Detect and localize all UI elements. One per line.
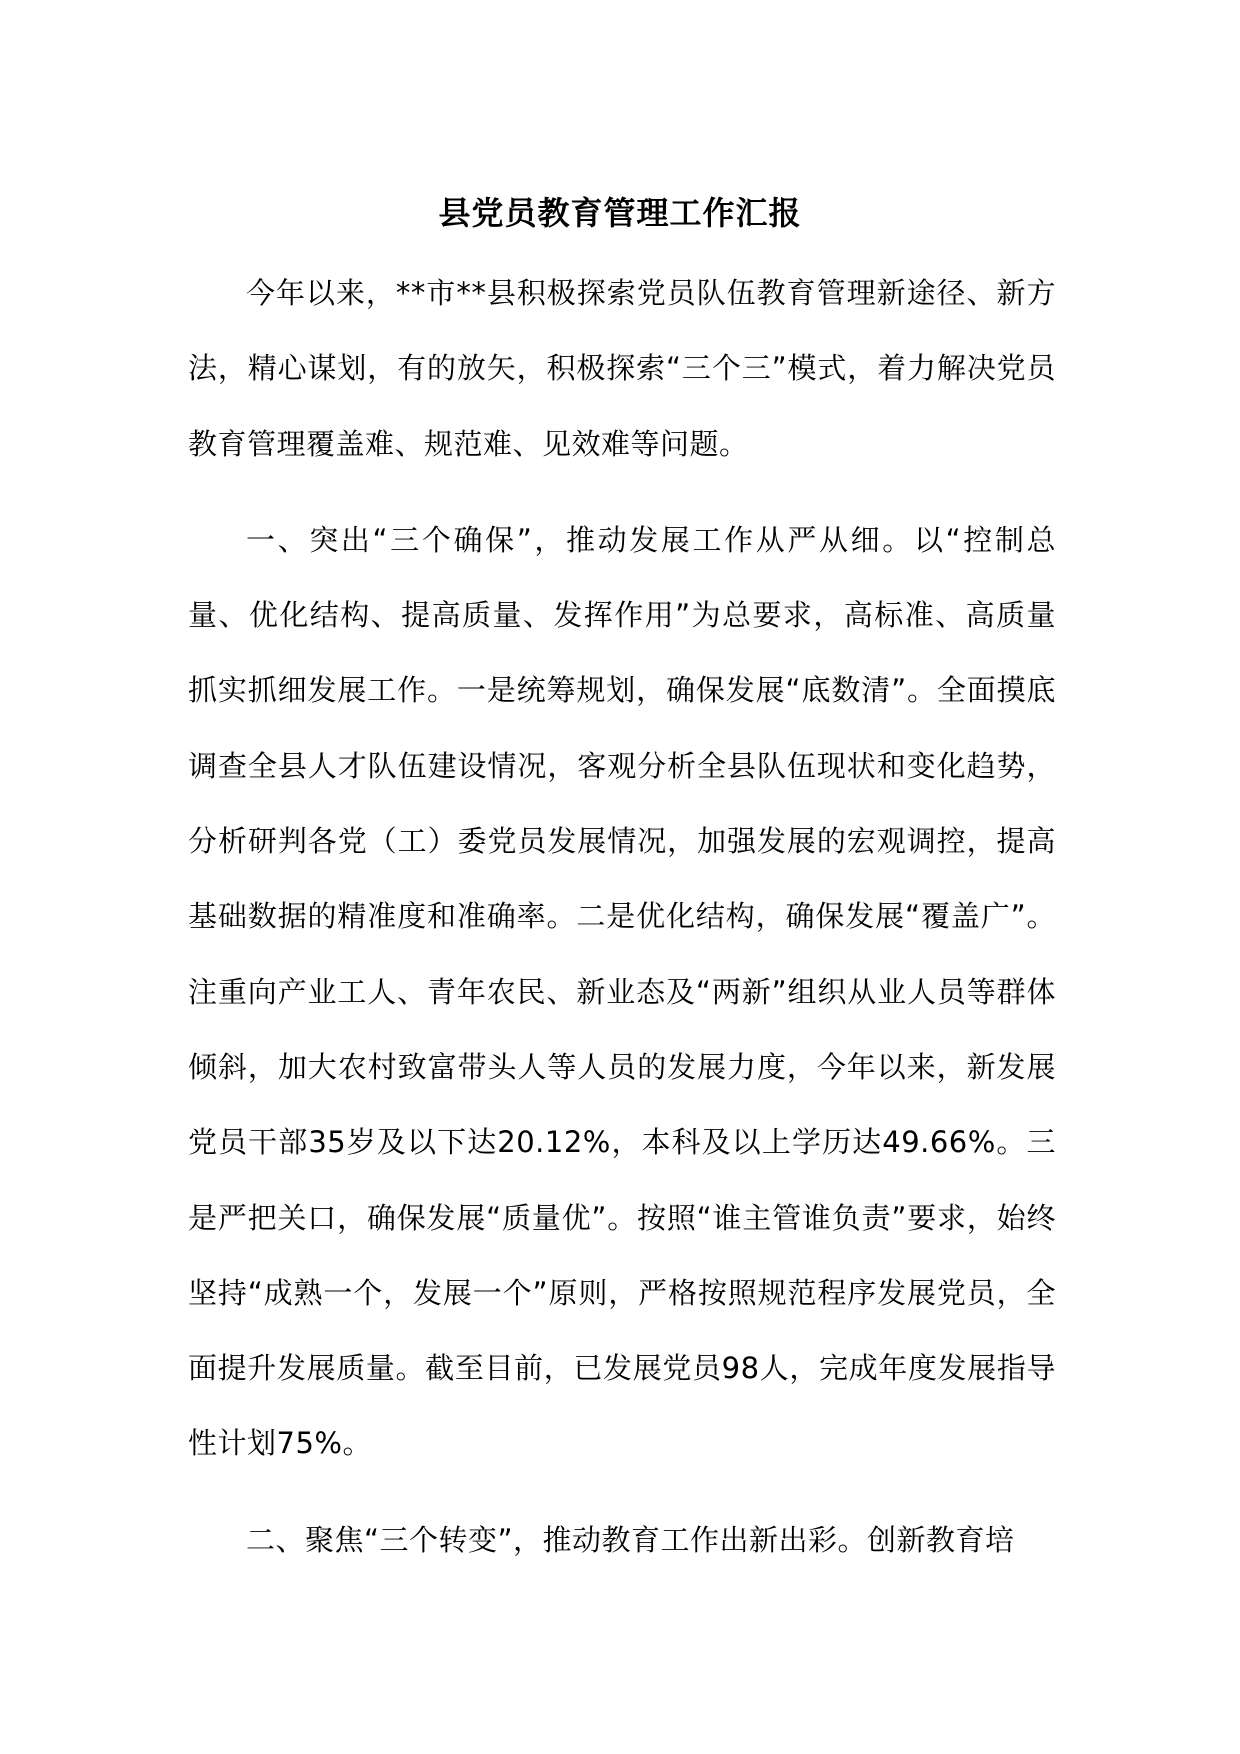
paragraph-intro: 今年以来，**市**县积极探索党员队伍教育管理新途径、新方法，精心谋划，有的放矢，积极探索“三个三”模式，着力解决党员教育管理覆盖难、规范难、见效难等问题。 (188, 276, 1056, 461)
document-title: 县党员教育管理工作汇报 (438, 194, 802, 233)
document-body (188, 256, 1056, 1578)
paragraph-section-2: 二、聚焦“三个转变”，推动教育工作出新出彩。创新教育培 (246, 1522, 1015, 1557)
paragraph-section-1: 一、突出“三个确保”，推动发展工作从严从细。以“控制总量、优化结构、提高质量、发挥作用”为总要求，高标准、高质量抓实抓细发展工作。一是统筹规划，确保发展“底数清”。全面摸底调查全县人才队伍建设情况，客观分析全县队伍现状和变化趋势，分析研判各党（工）委党员发展情况，加强发展的宏观调控，提高基础数据的精准度和准确率。二是优化结构，确保发展“覆盖广”。注重向产业工人、青年农民、新业态及“两新”组织从业人员等群体倾斜，加大农村致富带头人等人员的发展力度，今年以来，新发展党员干部35岁及以下达20.12%，本科及以上学历达49.66%。三是严把关口，确保发展“质量优”。按照“谁主管谁负责”要求，始终坚持“成熟一个，发展一个”原则，严格按照规范程序发展党员，全面提升发展质量。截至目前，已发展党员98人，完成年度发展指导性计划75%。 (188, 522, 1056, 1461)
